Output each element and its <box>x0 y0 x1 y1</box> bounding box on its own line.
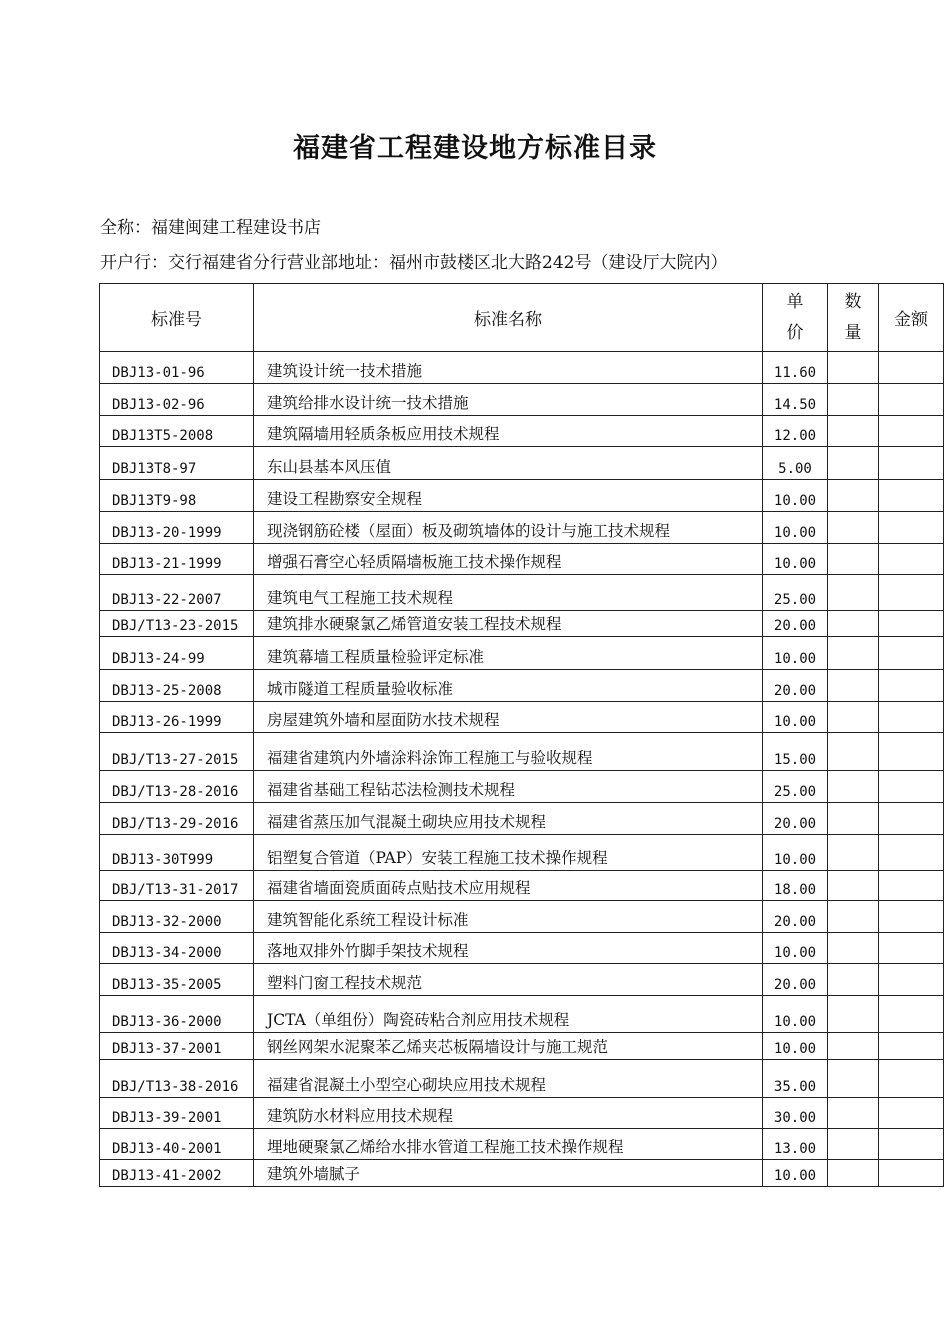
amount-cell <box>879 1060 944 1098</box>
table-row <box>100 575 944 611</box>
table-row <box>100 771 944 803</box>
standard-name-cell: 福建省基础工程钻芯法检测技术规程 <box>254 771 763 803</box>
unit-price-cell: 11.60 <box>763 352 828 384</box>
table-row <box>100 637 944 670</box>
standard-code-cell: DBJ13-22-2007 <box>100 575 254 611</box>
unit-price-cell: 35.00 <box>763 1060 828 1098</box>
amount-cell <box>879 416 944 447</box>
table-row <box>100 611 944 637</box>
amount-cell <box>879 1129 944 1160</box>
standard-code-cell: DBJ13-36-2000 <box>100 996 254 1033</box>
quantity-cell <box>828 702 879 733</box>
unit-price-cell: 10.00 <box>763 544 828 575</box>
standard-code-cell: DBJ13-34-2000 <box>100 933 254 964</box>
standard-code-cell: DBJ13-01-96 <box>100 352 254 384</box>
quantity-cell <box>828 771 879 803</box>
amount-cell <box>879 1098 944 1129</box>
table-body <box>100 352 944 1187</box>
standard-code-cell: DBJ/T13-23-2015 <box>100 611 254 637</box>
standard-name-cell: 铝塑复合管道（PAP）安装工程施工技术操作规程 <box>254 835 763 871</box>
standard-code-cell: DBJ13-39-2001 <box>100 1098 254 1129</box>
header-qty-line2: 量 <box>844 322 862 343</box>
amount-cell <box>879 575 944 611</box>
header-amount: 金额 <box>879 284 944 352</box>
amount-cell <box>879 611 944 637</box>
standard-code-cell: DBJ13-30T999 <box>100 835 254 871</box>
amount-cell <box>879 512 944 544</box>
header-price-line1: 单 <box>786 291 804 312</box>
table-row <box>100 352 944 384</box>
standard-name-cell: 建筑电气工程施工技术规程 <box>254 575 763 611</box>
standard-name-cell: 建筑隔墙用轻质条板应用技术规程 <box>254 416 763 447</box>
unit-price-cell: 12.00 <box>763 416 828 447</box>
standard-name-cell: 建筑智能化系统工程设计标准 <box>254 901 763 933</box>
quantity-cell <box>828 803 879 835</box>
standard-code-cell: DBJ13-32-2000 <box>100 901 254 933</box>
standard-name-cell: 埋地硬聚氯乙烯给水排水管道工程施工技术操作规程 <box>254 1129 763 1160</box>
unit-price-cell: 25.00 <box>763 575 828 611</box>
amount-cell <box>879 1160 944 1187</box>
amount-cell <box>879 964 944 996</box>
table-row <box>100 733 944 771</box>
table-header-row <box>100 284 944 352</box>
table-row <box>100 1060 944 1098</box>
quantity-cell <box>828 1060 879 1098</box>
standard-code-cell: DBJ13-26-1999 <box>100 702 254 733</box>
standard-name-cell: JCTA（单组份）陶瓷砖粘合剂应用技术规程 <box>254 996 763 1033</box>
amount-cell <box>879 933 944 964</box>
table-row <box>100 670 944 702</box>
standard-code-cell: DBJ13-20-1999 <box>100 512 254 544</box>
standard-code-cell: DBJ/T13-38-2016 <box>100 1060 254 1098</box>
unit-price-cell: 10.00 <box>763 1160 828 1187</box>
quantity-cell <box>828 733 879 771</box>
table-row <box>100 835 944 871</box>
unit-price-cell: 20.00 <box>763 803 828 835</box>
standard-name-cell: 福建省混凝土小型空心砌块应用技术规程 <box>254 1060 763 1098</box>
quantity-cell <box>828 544 879 575</box>
standard-name-cell: 现浇钢筋砼楼（屋面）板及砌筑墙体的设计与施工技术规程 <box>254 512 763 544</box>
unit-price-cell: 20.00 <box>763 611 828 637</box>
standard-code-cell: DBJ13-41-2002 <box>100 1160 254 1187</box>
table-row <box>100 996 944 1033</box>
standards-table <box>99 283 944 1187</box>
standard-name-cell: 城市隧道工程质量验收标准 <box>254 670 763 702</box>
standard-name-cell: 福建省蒸压加气混凝土砌块应用技术规程 <box>254 803 763 835</box>
unit-price-cell: 18.00 <box>763 871 828 901</box>
quantity-cell <box>828 871 879 901</box>
amount-cell <box>879 803 944 835</box>
unit-price-cell: 10.00 <box>763 480 828 512</box>
quantity-cell <box>828 1098 879 1129</box>
table-row <box>100 901 944 933</box>
quantity-cell <box>828 964 879 996</box>
table-row <box>100 1160 944 1187</box>
unit-price-cell: 10.00 <box>763 933 828 964</box>
standard-name-cell: 东山县基本风压值 <box>254 447 763 480</box>
standard-code-cell: DBJ13-25-2008 <box>100 670 254 702</box>
unit-price-cell: 5.00 <box>763 447 828 480</box>
standard-name-cell: 塑料门窗工程技术规范 <box>254 964 763 996</box>
amount-cell <box>879 637 944 670</box>
header-qty-line1: 数 <box>844 291 862 312</box>
table-row <box>100 480 944 512</box>
table-row <box>100 803 944 835</box>
quantity-cell <box>828 1160 879 1187</box>
standard-name-cell: 福建省建筑内外墙涂料涂饰工程施工与验收规程 <box>254 733 763 771</box>
unit-price-cell: 10.00 <box>763 835 828 871</box>
table-row <box>100 933 944 964</box>
standard-name-cell: 建筑外墙腻子 <box>254 1160 763 1187</box>
standard-code-cell: DBJ13-37-2001 <box>100 1033 254 1060</box>
header-price-line2: 价 <box>786 322 804 343</box>
amount-cell <box>879 384 944 416</box>
quantity-cell <box>828 447 879 480</box>
standard-code-cell: DBJ13T8-97 <box>100 447 254 480</box>
unit-price-cell: 25.00 <box>763 771 828 803</box>
unit-price-cell: 10.00 <box>763 637 828 670</box>
unit-price-cell: 20.00 <box>763 901 828 933</box>
amount-cell <box>879 835 944 871</box>
standard-name-cell: 福建省墙面瓷质面砖点贴技术应用规程 <box>254 871 763 901</box>
standard-code-cell: DBJ/T13-31-2017 <box>100 871 254 901</box>
standard-name-cell: 房屋建筑外墙和屋面防水技术规程 <box>254 702 763 733</box>
standard-name-cell: 钢丝网架水泥聚苯乙烯夹芯板隔墙设计与施工规范 <box>254 1033 763 1060</box>
amount-cell <box>879 670 944 702</box>
amount-cell <box>879 702 944 733</box>
table-row <box>100 544 944 575</box>
header-name: 标准名称 <box>254 284 763 352</box>
quantity-cell <box>828 575 879 611</box>
amount-cell <box>879 771 944 803</box>
bank-address-line: 开户行：交行福建省分行营业部地址：福州市鼓楼区北大路242号（建设厅大院内） <box>100 253 728 273</box>
standard-name-cell: 增强石膏空心轻质隔墙板施工技术操作规程 <box>254 544 763 575</box>
standard-name-cell: 建筑防水材料应用技术规程 <box>254 1098 763 1129</box>
quantity-cell <box>828 512 879 544</box>
amount-cell <box>879 447 944 480</box>
standard-name-cell: 建筑排水硬聚氯乙烯管道安装工程技术规程 <box>254 611 763 637</box>
amount-cell <box>879 901 944 933</box>
table-row <box>100 1033 944 1060</box>
standard-code-cell: DBJ13-21-1999 <box>100 544 254 575</box>
unit-price-cell: 13.00 <box>763 1129 828 1160</box>
standard-code-cell: DBJ/T13-27-2015 <box>100 733 254 771</box>
quantity-cell <box>828 480 879 512</box>
quantity-cell <box>828 1129 879 1160</box>
standard-name-cell: 建筑设计统一技术措施 <box>254 352 763 384</box>
table-row <box>100 512 944 544</box>
amount-cell <box>879 352 944 384</box>
standard-name-cell: 建设工程勘察安全规程 <box>254 480 763 512</box>
quantity-cell <box>828 384 879 416</box>
full-name-line: 全称：福建闽建工程建设书店 <box>100 218 321 238</box>
table-row <box>100 447 944 480</box>
quantity-cell <box>828 416 879 447</box>
table-row <box>100 871 944 901</box>
unit-price-cell: 20.00 <box>763 670 828 702</box>
unit-price-cell: 10.00 <box>763 1033 828 1060</box>
table-row <box>100 702 944 733</box>
standard-name-cell: 建筑幕墙工程质量检验评定标准 <box>254 637 763 670</box>
quantity-cell <box>828 901 879 933</box>
unit-price-cell: 14.50 <box>763 384 828 416</box>
table-row <box>100 384 944 416</box>
unit-price-cell: 10.00 <box>763 702 828 733</box>
standard-code-cell: DBJ/T13-29-2016 <box>100 803 254 835</box>
unit-price-cell: 10.00 <box>763 996 828 1033</box>
quantity-cell <box>828 352 879 384</box>
amount-cell <box>879 544 944 575</box>
standard-code-cell: DBJ/T13-28-2016 <box>100 771 254 803</box>
table-row <box>100 1129 944 1160</box>
quantity-cell <box>828 933 879 964</box>
standard-name-cell: 建筑给排水设计统一技术措施 <box>254 384 763 416</box>
quantity-cell <box>828 611 879 637</box>
unit-price-cell: 20.00 <box>763 964 828 996</box>
unit-price-cell: 10.00 <box>763 512 828 544</box>
table-row <box>100 416 944 447</box>
standard-name-cell: 落地双排外竹脚手架技术规程 <box>254 933 763 964</box>
standard-code-cell: DBJ13T9-98 <box>100 480 254 512</box>
amount-cell <box>879 996 944 1033</box>
amount-cell <box>879 480 944 512</box>
quantity-cell <box>828 996 879 1033</box>
quantity-cell <box>828 670 879 702</box>
amount-cell <box>879 871 944 901</box>
standard-code-cell: DBJ13-02-96 <box>100 384 254 416</box>
unit-price-cell: 15.00 <box>763 733 828 771</box>
unit-price-cell: 30.00 <box>763 1098 828 1129</box>
quantity-cell <box>828 835 879 871</box>
amount-cell <box>879 733 944 771</box>
amount-cell <box>879 1033 944 1060</box>
standard-code-cell: DBJ13T5-2008 <box>100 416 254 447</box>
quantity-cell <box>828 637 879 670</box>
header-code: 标准号 <box>100 284 254 352</box>
standard-code-cell: DBJ13-35-2005 <box>100 964 254 996</box>
page-title: 福建省工程建设地方标准目录 <box>293 133 657 164</box>
header-price <box>763 284 828 352</box>
standard-code-cell: DBJ13-24-99 <box>100 637 254 670</box>
quantity-cell <box>828 1033 879 1060</box>
header-quantity <box>828 284 879 352</box>
table-row <box>100 964 944 996</box>
standard-code-cell: DBJ13-40-2001 <box>100 1129 254 1160</box>
table-row <box>100 1098 944 1129</box>
